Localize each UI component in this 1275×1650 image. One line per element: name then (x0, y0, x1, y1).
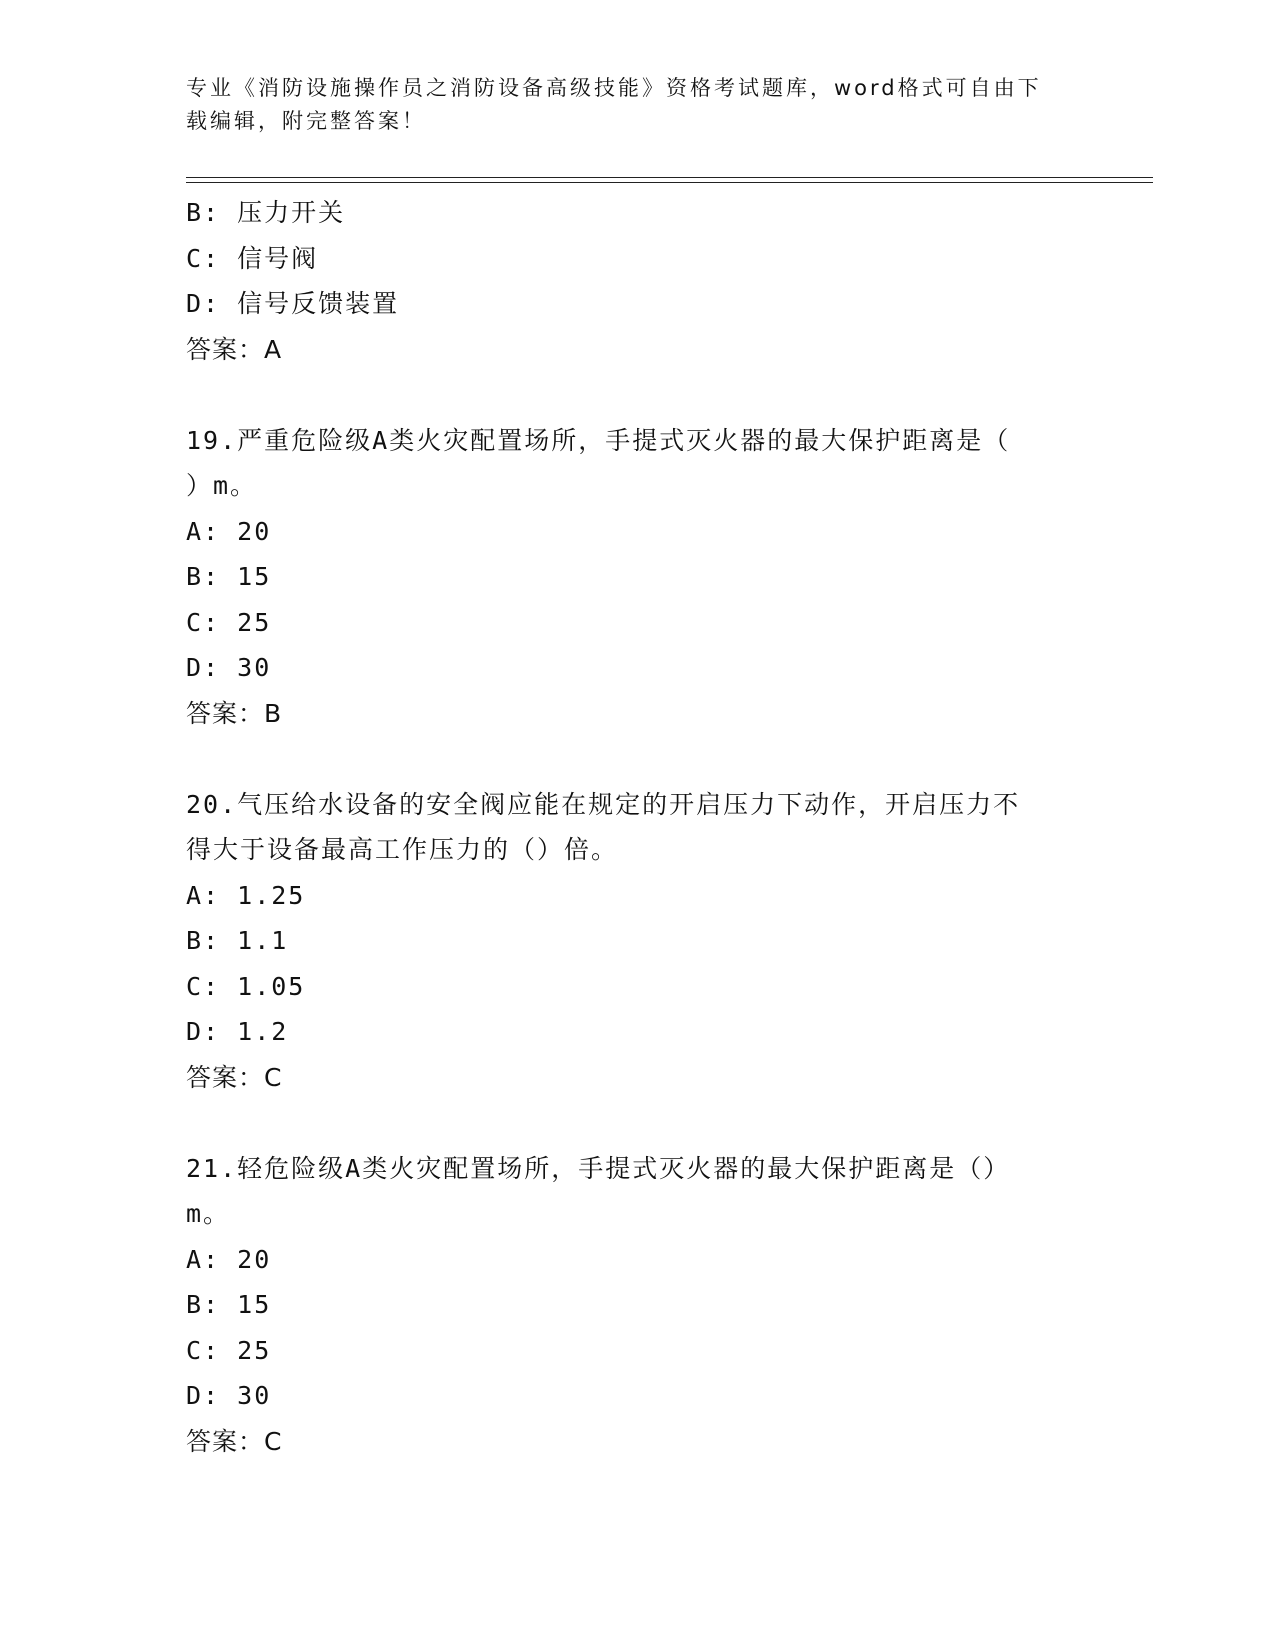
option-a: A: 20 (186, 516, 272, 546)
header-divider-top (186, 177, 1153, 178)
option-d: D: 30 (186, 653, 272, 682)
question-stem-continued: ）m。 (186, 471, 258, 500)
option-c: C: 信号阀 (186, 243, 319, 273)
option-a: A: 20 (186, 1244, 272, 1274)
option-c: C: 25 (186, 607, 272, 637)
option-a: A: 1.25 (186, 880, 306, 910)
option-d: D: 信号反馈装置 (186, 289, 400, 318)
header-line-2: 载编辑，附完整答案！ (186, 109, 426, 133)
document-header (186, 72, 1066, 138)
question-19 (186, 418, 1086, 737)
spacer (186, 1100, 1086, 1146)
option-c: C: 25 (186, 1335, 272, 1365)
question-20 (186, 782, 1086, 1101)
question-stem: 20.气压给水设备的安全阀应能在规定的开启压力下动作，开启压力不 (186, 789, 1021, 819)
option-b: B: 15 (186, 1290, 272, 1319)
option-c: C: 1.05 (186, 971, 306, 1001)
question-stem: 21.轻危险级A类火灾配置场所，手提式灭火器的最大保护距离是（） (186, 1153, 1011, 1183)
question-stem-continued: 得大于设备最高工作压力的（）倍。 (186, 835, 619, 864)
question-stem: 19.严重危险级A类火灾配置场所，手提式灭火器的最大保护距离是（ (186, 425, 1011, 455)
option-d: D: 30 (186, 1381, 272, 1410)
question-21 (186, 1146, 1086, 1465)
answer-line: 答案：A (186, 334, 283, 364)
answer-line: 答案：B (186, 698, 283, 728)
option-d: D: 1.2 (186, 1017, 289, 1046)
answer-line: 答案：C (186, 1426, 283, 1456)
answer-line: 答案：C (186, 1062, 283, 1092)
header-line-1: 专业《消防设施操作员之消防设备高级技能》资格考试题库，word格式可自由下 (186, 76, 1042, 100)
spacer (186, 372, 1086, 418)
option-b: B: 压力开关 (186, 198, 346, 227)
question-18-remainder (186, 190, 1086, 372)
header-divider-bottom (186, 182, 1153, 183)
spacer (186, 736, 1086, 782)
question-stem-continued: m。 (186, 1199, 231, 1228)
question-list (186, 190, 1086, 1464)
option-b: B: 15 (186, 562, 272, 591)
option-b: B: 1.1 (186, 926, 289, 955)
